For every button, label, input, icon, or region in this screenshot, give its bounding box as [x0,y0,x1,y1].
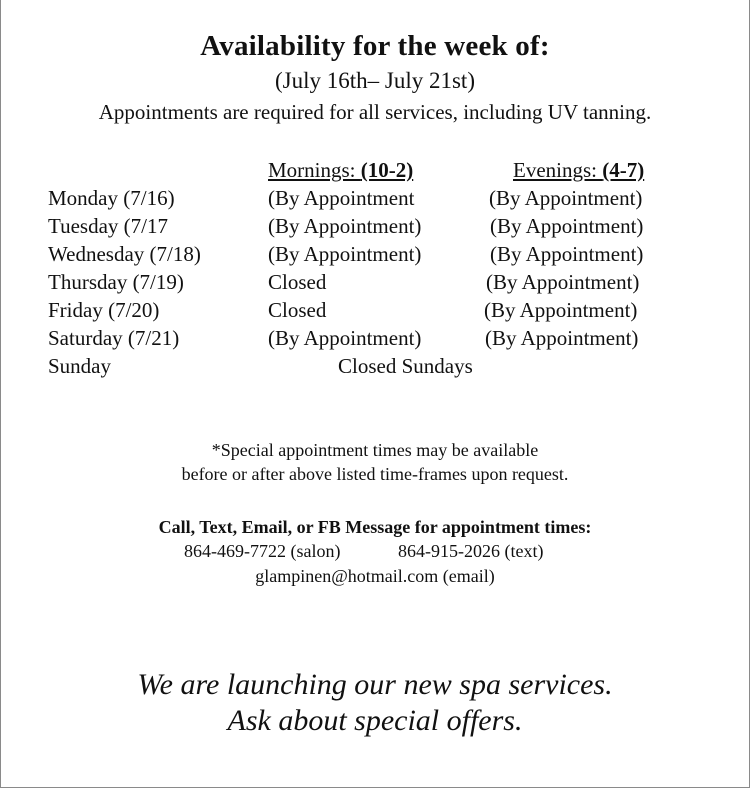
special-note-line-2: before or after above listed time-frames upon request. [181,464,569,484]
morning-availability: (By Appointment) [268,242,422,266]
morning-availability: Closed [268,270,327,294]
appointment-notice: Appointments are required for all services, including UV tanning. [98,100,652,124]
mornings-header [268,158,413,183]
day-label: Friday (7/20) [48,298,160,322]
day-label: Sunday [48,354,111,378]
day-label: Tuesday (7/17 [48,214,168,238]
evening-availability: (By Appointment) [484,298,638,322]
sunday-closed-note: Closed Sundays [338,354,473,378]
promo-line-1: We are launching our new spa services. [137,668,613,701]
morning-availability: Closed [268,298,327,322]
evenings-label: Evenings: [513,158,603,182]
mornings-label: Mornings: [268,158,361,182]
day-label: Monday (7/16) [48,186,175,210]
evening-availability: (By Appointment) [486,270,640,294]
contact-heading: Call, Text, Email, or FB Message for appointment times: [158,517,592,537]
promo-line-2: Ask about special offers. [227,704,523,737]
morning-availability: (By Appointment [268,186,415,210]
morning-availability: (By Appointment) [268,214,422,238]
contact-email: glampinen@hotmail.com (email) [255,566,495,586]
special-note-line-1: *Special appointment times may be available [211,440,539,460]
evening-availability: (By Appointment) [485,326,639,350]
text-phone: 864-915-2026 (text) [398,541,544,561]
evening-availability: (By Appointment) [490,242,644,266]
evening-availability: (By Appointment) [489,186,643,210]
day-label: Saturday (7/21) [48,326,180,350]
evenings-header [513,158,644,183]
evenings-hours: (4-7) [602,158,645,182]
salon-phone: 864-469-7722 (salon) [184,541,341,561]
page-title: Availability for the week of: [200,30,550,62]
week-dates: (July 16th– July 21st) [275,68,475,93]
mornings-hours: (10-2) [360,158,414,182]
day-label: Thursday (7/19) [48,270,184,294]
evening-availability: (By Appointment) [490,214,644,238]
morning-availability: (By Appointment) [268,326,422,350]
day-label: Wednesday (7/18) [48,242,201,266]
